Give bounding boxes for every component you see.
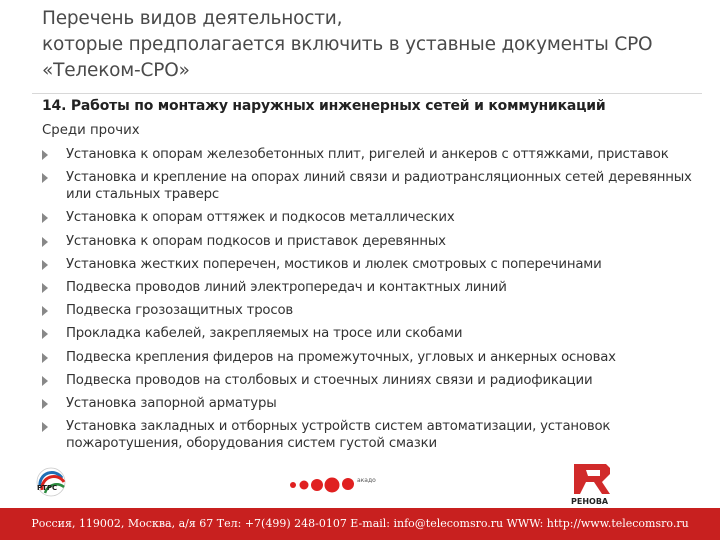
triangle-bullet-icon xyxy=(42,213,48,223)
list-item-text: Установка закладных и отборных устройств систем автоматизации, установок пожаротушения, оборудования систем густой смазки xyxy=(66,419,611,452)
list-item xyxy=(42,395,712,412)
list-item-text: Прокладка кабелей, закрепляемых на тросе или скобами xyxy=(66,326,463,342)
list-item-text: Подвеска грозозащитных тросов xyxy=(66,303,294,319)
work-items-list xyxy=(42,146,712,458)
triangle-bullet-icon xyxy=(42,329,48,339)
list-item xyxy=(42,256,712,273)
list-item-text: Установка к опорам железобетонных плит, ригелей и анкеров с оттяжками, приставок xyxy=(66,147,669,162)
list-item xyxy=(42,233,712,250)
page-title-line-1: Перечень видов деятельности, xyxy=(42,8,343,29)
rtrs-logo-text: РТРС xyxy=(37,484,58,492)
page-title-line-3: «Телеком-СРО» xyxy=(42,60,190,81)
list-item xyxy=(42,349,712,366)
triangle-bullet-icon xyxy=(42,260,48,270)
list-item-text: Установка и крепление на опорах линий связи и радиотрансляционных сетей деревянных или стальных траверс xyxy=(66,170,692,203)
triangle-bullet-icon xyxy=(42,306,48,316)
footer-contact-text: Россия, 119002, Москва, а/я 67 Тел: +7(499) 248-0107 E-mail: info@telecomsro.ru WWW: http://www.telecomsro.ru xyxy=(31,517,689,530)
section-intro: Среди прочих xyxy=(42,123,140,138)
triangle-bullet-icon xyxy=(42,283,48,293)
list-item xyxy=(42,325,712,342)
list-item-text: Установка к опорам оттяжек и подкосов металлических xyxy=(66,210,455,226)
list-item xyxy=(42,302,712,319)
triangle-bullet-icon xyxy=(42,376,48,386)
list-item-text: Установка к опорам подкосов и приставок деревянных xyxy=(66,233,446,249)
list-item-text: Подвеска проводов линий электропередач и контактных линий xyxy=(66,279,507,295)
renova-logo xyxy=(566,460,626,510)
triangle-bullet-icon xyxy=(42,173,48,183)
list-item-text: Подвеска проводов на столбовых и стоечных линиях связи и радиофикации xyxy=(66,372,593,388)
triangle-bullet-icon xyxy=(42,399,48,409)
list-item-text: Установка запорной арматуры xyxy=(66,395,277,411)
list-item xyxy=(42,169,712,203)
section-heading: 14. Работы по монтажу наружных инженерных сетей и коммуникаций xyxy=(42,98,606,114)
triangle-bullet-icon xyxy=(42,150,48,160)
list-item xyxy=(42,279,712,296)
list-item xyxy=(42,418,712,452)
list-item-text: Подвеска крепления фидеров на промежуточных, угловых и анкерных основах xyxy=(66,349,616,365)
akado-logo xyxy=(285,468,425,502)
rtrs-logo xyxy=(34,464,116,504)
akado-logo-text: акадо xyxy=(357,477,376,484)
page-title-line-2: которые предполагается включить в уставные документы СРО xyxy=(42,34,653,55)
triangle-bullet-icon xyxy=(42,422,48,432)
contact-footer xyxy=(0,508,720,540)
list-item xyxy=(42,209,712,226)
title-divider xyxy=(32,93,702,94)
triangle-bullet-icon xyxy=(42,237,48,247)
renova-logo-text: РЕНОВА xyxy=(571,497,609,506)
list-item xyxy=(42,372,712,389)
page-title xyxy=(42,6,702,84)
triangle-bullet-icon xyxy=(42,353,48,363)
list-item-text: Установка жестких поперечен, мостиков и люлек смотровых с поперечинами xyxy=(66,256,602,272)
list-item xyxy=(42,146,712,163)
